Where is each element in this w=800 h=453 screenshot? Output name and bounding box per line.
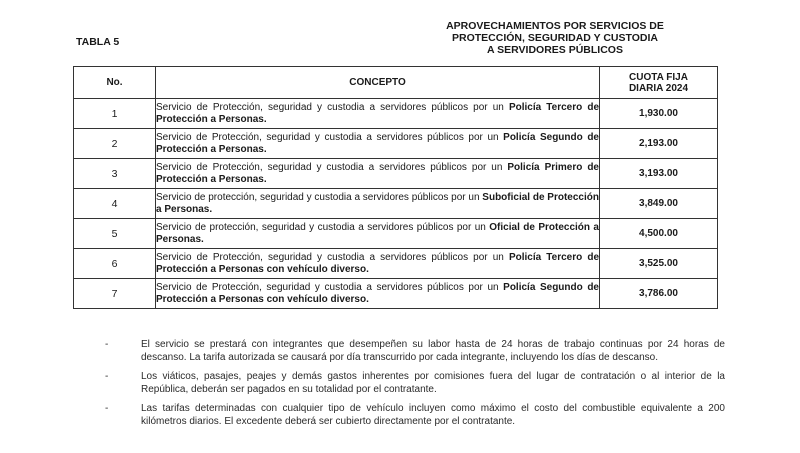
title-line: APROVECHAMIENTOS POR SERVICIOS DE [446, 20, 664, 32]
concept-text: Servicio de Protección, seguridad y custodia a servidores públicos por un [156, 162, 508, 173]
concept-rank: Policía Tercero de Protección a Personas. [156, 102, 600, 125]
note-item [105, 371, 725, 396]
concept-rank: Oficial de Protección a Personas. [156, 222, 599, 245]
row-concept [156, 159, 600, 189]
note-item [105, 339, 725, 364]
table-row [74, 219, 718, 249]
row-amount: 1,930.00 [600, 99, 718, 129]
row-number: 7 [74, 279, 156, 309]
notes-list [105, 339, 725, 435]
row-number: 2 [74, 129, 156, 159]
row-concept [156, 99, 600, 129]
row-amount: 3,525.00 [600, 249, 718, 279]
note-text: Los viáticos, pasajes, peajes y demás gastos inherentes por comisiones fuera del lugar de contratación o al interior de la República, deberán ser pagados en su totalidad por el contratante. [141, 371, 725, 395]
concept-text: Servicio de protección, seguridad y custodia a servidores públicos por un [156, 192, 483, 203]
table-row [74, 279, 718, 309]
note-bullet: - [105, 371, 109, 382]
table-header-row [74, 67, 718, 99]
concept-text: Servicio de protección, seguridad y custodia a servidores públicos por un [156, 222, 490, 233]
row-number: 1 [74, 99, 156, 129]
fees-table [73, 66, 718, 309]
row-concept [156, 249, 600, 279]
row-concept [156, 219, 600, 249]
note-text: Las tarifas determinadas con cualquier tipo de vehículo incluyen como máximo el costo del combustible equivalente a 200 kilómetros diarios. El excedente deberá ser cubierto directamente por el contratante. [141, 403, 725, 427]
row-number: 5 [74, 219, 156, 249]
column-header-concept: CONCEPTO [156, 67, 600, 99]
concept-text: Servicio de Protección, seguridad y custodia a servidores públicos por un [156, 282, 504, 293]
note-bullet: - [105, 339, 109, 350]
row-concept [156, 279, 600, 309]
title-line: A SERVIDORES PÚBLICOS [487, 44, 623, 56]
row-amount: 2,193.00 [600, 129, 718, 159]
table-row [74, 159, 718, 189]
table-row [74, 249, 718, 279]
table-label: TABLA 5 [76, 36, 120, 48]
note-text: El servicio se prestará con integrantes que desempeñen su labor hasta de 24 horas de trabajo continuas por 24 horas de descanso. La tarifa autorizada se causará por día transcurrido por cada integrante, incluyendo los días de descanso. [141, 339, 725, 363]
concept-rank: Policía Tercero de Protección a Personas con vehículo diverso. [156, 252, 600, 275]
note-bullet: - [105, 403, 109, 414]
row-concept [156, 129, 600, 159]
note-item [105, 403, 725, 428]
title-line: PROTECCIÓN, SEGURIDAD Y CUSTODIA [452, 32, 658, 44]
row-amount: 3,786.00 [600, 279, 718, 309]
row-amount: 4,500.00 [600, 219, 718, 249]
column-header-no: No. [74, 67, 156, 99]
row-concept [156, 189, 600, 219]
cuota-header-line1: CUOTA FIJA [629, 71, 688, 83]
row-number: 6 [74, 249, 156, 279]
concept-rank: Policía Primero de Protección a Personas. [156, 162, 599, 185]
concept-text: Servicio de Protección, seguridad y custodia a servidores públicos por un [156, 252, 509, 263]
row-amount: 3,193.00 [600, 159, 718, 189]
concept-rank: Policía Segundo de Protección a Personas con vehículo diverso. [156, 282, 599, 305]
column-header-cuota [600, 67, 718, 99]
concept-rank: Policía Segundo de Protección a Personas. [156, 132, 599, 155]
document-title [420, 20, 690, 56]
row-number: 4 [74, 189, 156, 219]
row-number: 3 [74, 159, 156, 189]
table-row [74, 189, 718, 219]
concept-text: Servicio de Protección, seguridad y custodia a servidores públicos por un [156, 132, 504, 143]
row-amount: 3,849.00 [600, 189, 718, 219]
concept-text: Servicio de Protección, seguridad y custodia a servidores públicos por un [156, 102, 509, 113]
cuota-header-line2: DIARIA 2024 [628, 82, 689, 94]
concept-rank: Suboficial de Protección a Personas. [156, 192, 599, 215]
table-row [74, 129, 718, 159]
table-row [74, 99, 718, 129]
